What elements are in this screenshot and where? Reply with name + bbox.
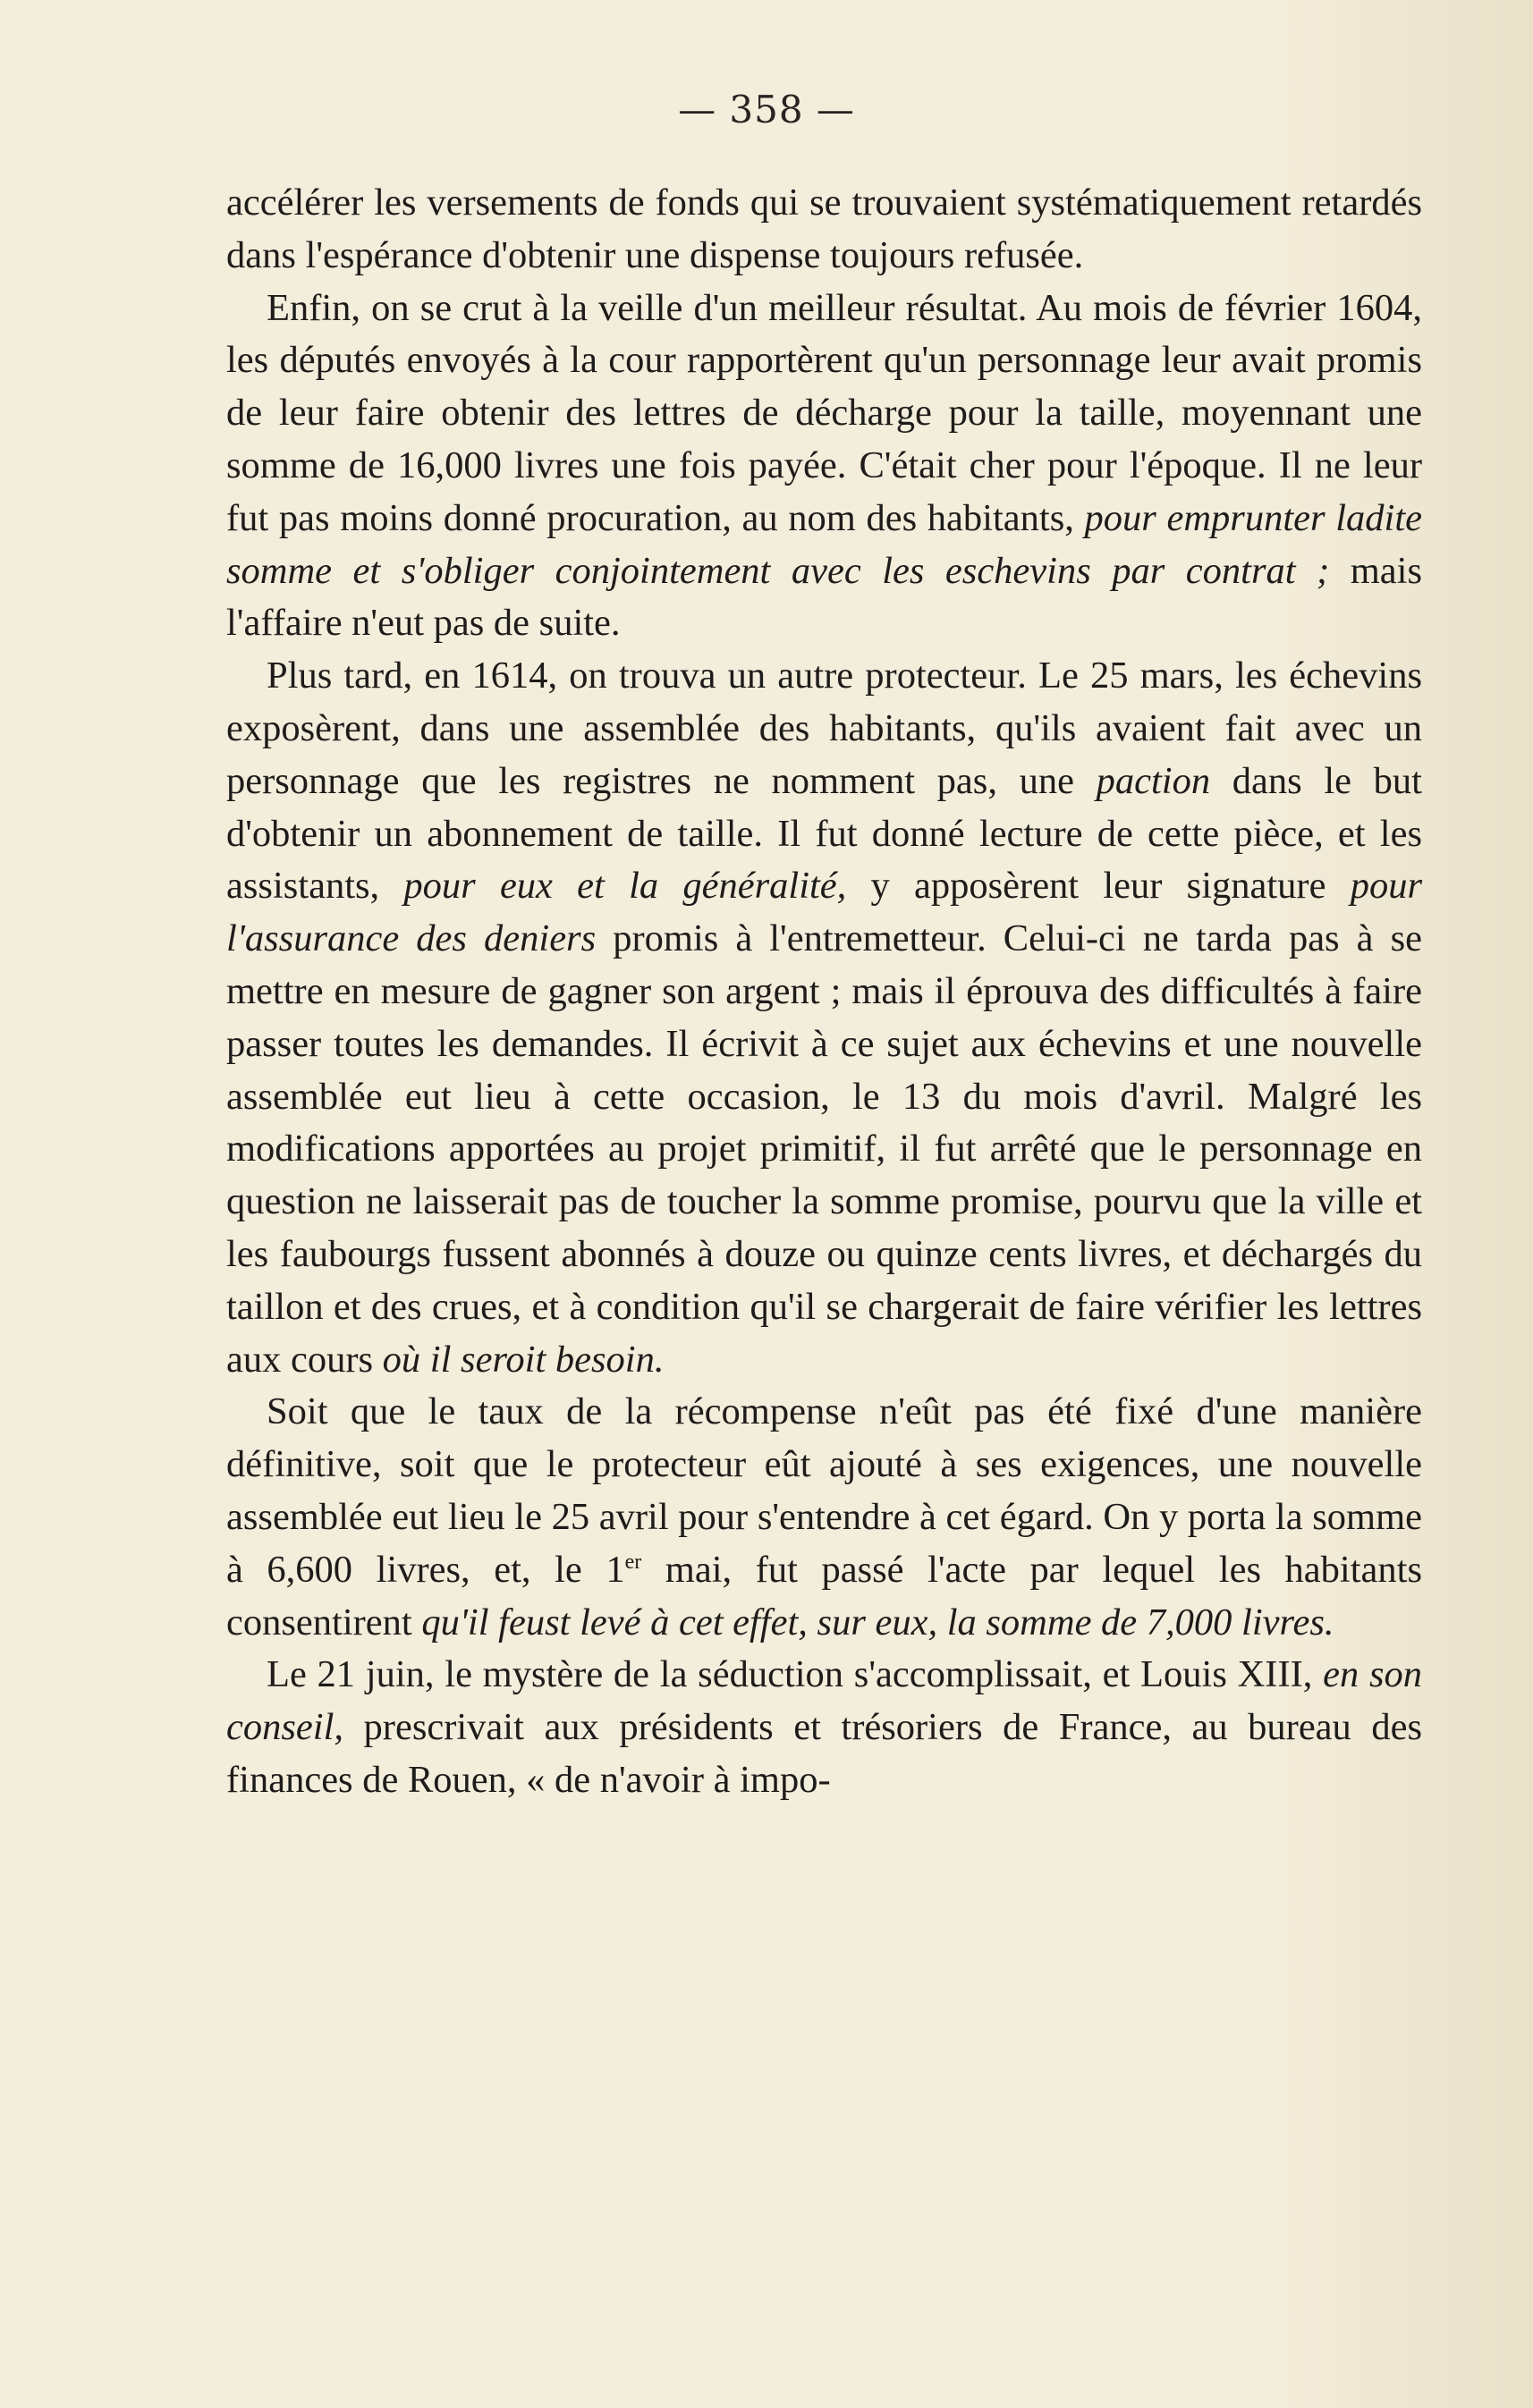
body-text <box>226 177 1422 1807</box>
paragraph-4 <box>226 1386 1422 1649</box>
paragraph-4-italic-quote: qu'il feust levé à cet effet, sur eux, la somme de 7,000 livres. <box>421 1601 1334 1643</box>
paragraph-3-italic-2: pour eux et la généralité, <box>403 865 847 908</box>
paragraph-1-text: accélérer les versements de fonds qui se trouvaient systématiquement retardés dans l'espérance d'obtenir une dispense toujours refusée. <box>226 182 1422 276</box>
paragraph-5-text-2: prescrivait aux présidents et trésoriers de France, au bureau des finances de Rouen, « de n'avoir à impo- <box>226 1706 1422 1801</box>
paragraph-2 <box>226 283 1422 651</box>
paragraph-3-italic-3: pour l'assurance des deniers <box>226 865 1422 960</box>
paragraph-5 <box>226 1649 1422 1806</box>
paragraph-4-superscript: er <box>624 1550 642 1574</box>
paragraph-3 <box>226 650 1422 1386</box>
paragraph-2-text-2: mais l'affaire n'eut pas de suite. <box>226 549 1422 645</box>
paragraph-3-text-2: dans le but d'obtenir un abonnement de taille. Il fut donné lecture de cette pièce, et les assistants, <box>226 759 1422 908</box>
paragraph-5-italic-1: en son conseil, <box>226 1653 1422 1749</box>
paragraph-4-text-1: Soit que le taux de la récompense n'eût pas été fixé d'une manière définitive, soit que le protecteur eût ajouté à ses exigences, une nouvelle assemblée eut lieu le 25 avril pour s'entendre à cet égard. On y porta la somme à 6,600 livres, et, le 1 <box>226 1390 1422 1591</box>
paragraph-3-italic-1: paction <box>1096 759 1211 802</box>
paragraph-3-text-1: Plus tard, en 1614, on trouva un autre protecteur. Le 25 mars, les échevins exposèrent, dans une assemblée des habitants, qu'ils avaient fait avec un personnage que les registres ne nomment pas, une <box>226 655 1422 802</box>
paragraph-3-text-4: promis à l'entremetteur. Celui-ci ne tarda pas à se mettre en mesure de gagner son argent ; mais il éprouva des difficultés à faire passer toutes les demandes. Il écrivit à ce sujet aux échevins et une nouvelle assemblée eut lieu à cette occasion, le 13 du mois d'avril. Malgré les modifications apportées au projet primitif, il fut arrêté que le personnage en question ne laisserait pas de toucher la somme promise, pourvu que la ville et les faubourgs fussent abonnés à douze ou quinze cents livres, et déchargés du taillon et des crues, et à condition qu'il se chargerait de faire vérifier les lettres aux cours <box>226 917 1422 1381</box>
paragraph-1 <box>226 177 1422 283</box>
page-number: — 358 — <box>678 88 855 131</box>
paragraph-2-text-1: Enfin, on se crut à la veille d'un meilleur résultat. Au mois de février 1604, les députés envoyés à la cour rapportèrent qu'un personnage leur avait promis de leur faire obtenir des lettres de décharge pour la taille, moyennant une somme de 16,000 livres une fois payée. C'était cher pour l'époque. Il ne leur fut pas moins donné procuration, au nom des habitants, <box>226 286 1422 539</box>
paragraph-2-italic-quote: pour emprunter ladite somme et s'obliger conjointement avec les eschevins par contrat ; <box>226 496 1422 592</box>
paragraph-3-text-3: y apposèrent leur signature <box>846 865 1351 908</box>
paragraph-4-text-2: mai, fut passé l'acte par lequel les habitants consentirent <box>226 1548 1422 1643</box>
paragraph-5-text-1: Le 21 juin, le mystère de la séduction s'accomplissait, et Louis XIII, <box>267 1653 1324 1696</box>
paragraph-3-italic-4: où il seroit besoin. <box>382 1338 665 1381</box>
